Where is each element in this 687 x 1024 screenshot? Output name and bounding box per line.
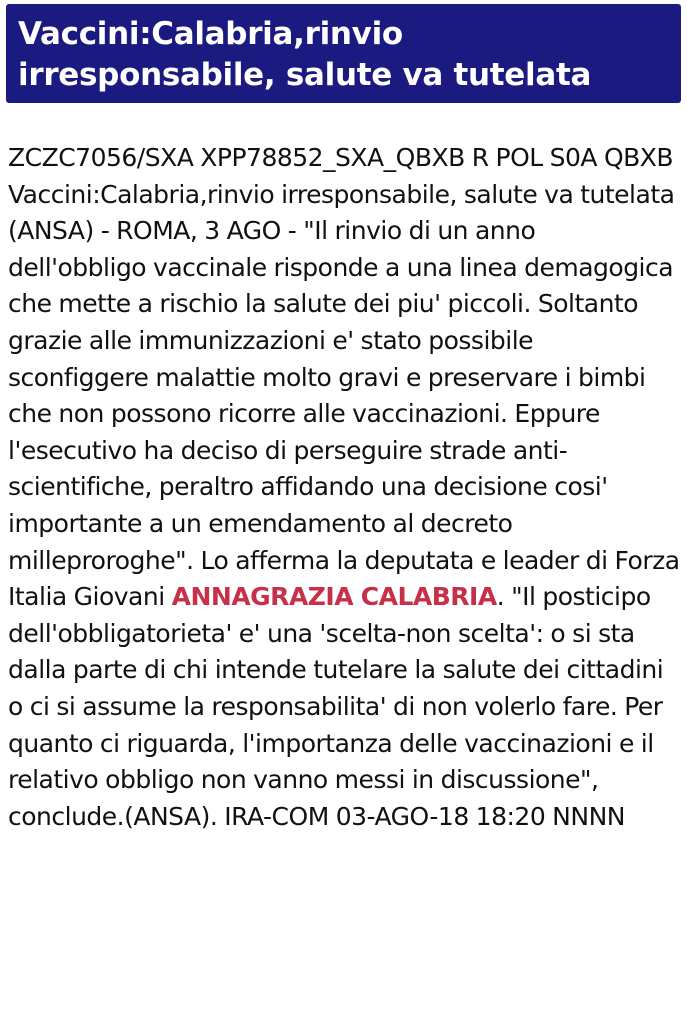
headline-banner — [6, 4, 681, 103]
highlighted-person-name: ANNAGRAZIA CALABRIA — [171, 582, 497, 612]
headline-title: Vaccini:Calabria,rinvio irresponsabile, salute va tutelata — [18, 16, 592, 93]
article-text-before-name: ZCZC7056/SXA XPP78852_SXA_QBXB R POL S0A QBXB Vaccini:Calabria,rinvio irresponsabile, salute va tutelata (ANSA) - ROMA, 3 AGO - "Il rinvio di un anno dell'obbligo vaccinale risponde a una linea demagogica che mette a rischio la salute dei piu' piccoli. Soltanto grazie alle immunizzazioni e' stato possibile sconfiggere malattie molto gravi e preservare i bimbi che non possono ricorre alle vaccinazioni. Eppure l'esecutivo ha deciso di perseguire strade anti-scientifiche, peraltro affidando una decisione cosi' importante a un emendamento al decreto milleproroghe". Lo afferma la deputata e leader di Forza Italia Giovani — [8, 143, 680, 612]
article-body — [8, 140, 680, 835]
article-text-after-name: . "Il posticipo dell'obbligatorieta' e' una 'scelta-non scelta': o si sta dalla parte di chi intende tutelare la salute dei cittadini o ci si assume la responsabilita' di non volerlo fare. Per quanto ci riguarda, l'importanza delle vaccinazioni e il relativo obbligo non vanno messi in discussione", conclude.(ANSA). IRA-COM 03-AGO-18 18:20 NNNN — [8, 582, 664, 831]
